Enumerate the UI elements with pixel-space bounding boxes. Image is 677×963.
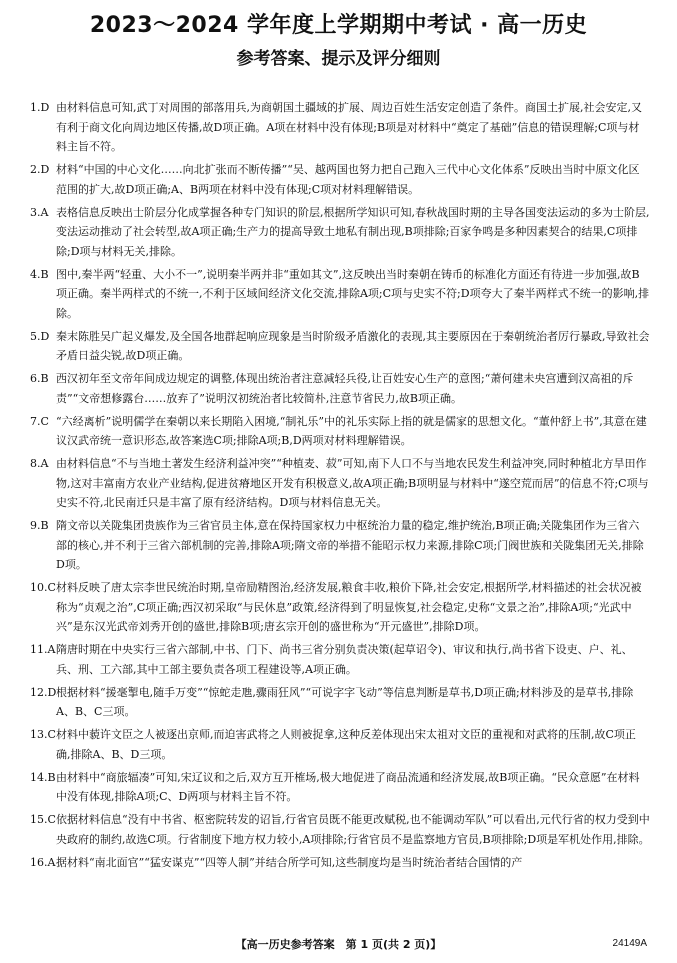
page-subtitle: 参考答案、提示及评分细则 [236, 49, 441, 69]
answer-explanation: 秦末陈胜吴广起义爆发,及全国各地群起响应现象是当时阶级矛盾激化的表现,其主要原因在于秦朝统治者厉行暴政,导致社会矛盾日益尖锐,故D项正确。 [56, 329, 650, 362]
page-title: 2023～2024 学年度上学期期中考试 · 高一历史 [89, 13, 588, 38]
answer-explanation: 图中,秦半两“轻重、大小不一”,说明秦半两并非“重如其文”,这反映出当时秦朝在铸币的标准化方面还有待进一步加强,故B项正确。秦半两样式的不统一,不利于区域间经济文化交流,排除A项;C项与史实不符;D项夸大了秦半两样式不统一的影响,排除。 [56, 267, 650, 320]
document-code: 24149A [612, 938, 647, 949]
answer-explanation: 材料中藐许文臣之人被逐出京师,而迫害武将之人则被捉拿,这种反差体现出宋太祖对文臣的重视和对武将的压制,故C项正确,排除A、B、D三项。 [56, 728, 636, 761]
answer-item [30, 810, 650, 849]
answer-item [30, 516, 650, 575]
answer-explanation: 材料反映了唐太宗李世民统治时期,皇帝励精图治,经济发展,粮食丰收,粮价下降,社会安定,根据所学,材料描述的社会状况被称为“贞观之治”,C项正确;西汉初采取“与民休息”政策,经济得到了明显恢复,社会稳定,史称“文景之治”,排除A项;“光武中兴”是东汉光武帝刘秀开创的盛世,排除B项;唐玄宗开创的盛世称为“开元盛世”,排除D项。 [56, 581, 642, 633]
answer-explanation: “六经离析”说明儒学在秦朝以来长期陷入困境,“制礼乐”中的礼乐实际上指的就是儒家的思想文化。“董仲舒上书”,其意在建议汉武帝统一意识形态,故答案选C项;排除A项;B,D两项对材料理解错误。 [56, 414, 647, 447]
answer-explanation: 隋文帝以关陇集团贵族作为三省官员主体,意在保持国家权力中枢统治力量的稳定,维护统治,B项正确;关陇集团作为三省六部的核心,并不利于三省六部机制的完善,排除A项;隋文帝的举措不能昭示权力来源,排除C项;门阀世族和关陇集团无关,排除D项。 [56, 519, 644, 571]
answer-number: 7.C [30, 414, 49, 428]
answer-explanation: 据材料“南北面官”“猛安谋克”“四等人制”并结合所学可知,这些制度均是当时统治者结合国情的产 [56, 855, 523, 869]
answer-item [30, 369, 650, 408]
answer-item [30, 768, 650, 807]
answer-number: 13.C [30, 728, 56, 741]
answer-number: 14.B [30, 770, 56, 784]
answer-number: 6.B [30, 372, 49, 385]
answer-item [30, 640, 650, 679]
answer-explanation: 由材料信息可知,武丁对周围的部落用兵,为商朝国土疆域的扩展、周边百姓生活安定创造了条件。商国土扩展,社会安定,又有利于商文化向周边地区传播,故D项正确。A项在材料中没有体现;B项是对材料中“奠定了基础”信息的错误理解;C项与材料主旨不符。 [56, 101, 642, 153]
answer-item [30, 98, 650, 157]
answer-item [30, 203, 650, 262]
answer-explanation: 由材料中“商旅辐凑”可知,宋辽议和之后,双方互开榷场,极大地促进了商品流通和经济发展,故B项正确。“民众意愿”在材料中没有体现,排除A项;C、D两项与材料主旨不符。 [56, 770, 640, 803]
answer-number: 8.A [30, 457, 49, 470]
page-footer: 【高一历史参考答案 第 1 页(共 2 页)】 [235, 938, 442, 951]
answer-number: 3.A [30, 205, 49, 219]
answer-list [30, 98, 650, 876]
answer-number: 1.D [30, 101, 50, 114]
answer-number: 5.D [30, 329, 50, 343]
answer-item [30, 454, 650, 513]
answer-number: 15.C [30, 813, 56, 826]
answer-explanation: 材料“中国的中心文化……向北扩张而不断传播”“吴、越两国也努力把自己跑入三代中心文化体系”反映出当时中原文化区范围的扩大,故D项正确;A、B两项在材料中没有体现;C项对材料理解错误。 [56, 163, 640, 196]
answer-item [30, 160, 650, 199]
answer-explanation: 由材料信息“不与当地土著发生经济利益冲突”“种植麦、菽”可知,南下人口不与当地农民发生利益冲突,同时种植北方旱田作物,这对丰富南方农业产业结构,促进贫瘠地区开发有积极意义,故A项正确;B项明显与材料中“遂空荒而居”的信息不符;C项与史实不符,北民南迁只是丰富了原有经济结构。D项与材料信息无关。 [56, 457, 649, 509]
answer-item [30, 412, 650, 451]
answer-item [30, 327, 650, 366]
answer-number: 4.B [30, 267, 49, 281]
answer-explanation: 根据材料“援毫掣电,随手万变”“惊蛇走虺,骤雨狂风”“可说字字飞动”等信息判断是草书,D项正确;材料涉及的是草书,排除A、B、C三项。 [56, 685, 634, 718]
answer-number: 2.D [30, 163, 50, 176]
answer-number: 11.A [30, 643, 56, 656]
answer-number: 9.B [30, 519, 49, 532]
answer-item [30, 853, 650, 873]
answer-explanation: 隋唐时期在中央实行三省六部制,中书、门下、尚书三省分别负责决策(起草诏令)、审议和执行,尚书省下设吏、户、礼、兵、刑、工六部,其中工部主要负责各项工程建设等,A项正确。 [56, 643, 633, 676]
answer-item [30, 683, 650, 722]
answer-item [30, 725, 650, 764]
answer-explanation: 表格信息反映出士阶层分化成掌握各种专门知识的阶层,根据所学知识可知,春秋战国时期的主导各国变法运动的多为士阶层,变法运动推动了社会转型,故A项正确;生产力的提高导致土地私有制出现,B项排除;百家争鸣是多种因素契合的结果,C项排除;D项与材料无关,排除。 [56, 205, 650, 258]
answer-number: 16.A [30, 855, 56, 869]
answer-item [30, 265, 650, 324]
answer-explanation: 依据材料信息“没有中书省、枢密院转发的诏旨,行省官员既不能更改赋税,也不能调动军队”可以看出,元代行省的权力受到中央政府的制约,故选C项。行省制度下地方权力较小,A项排除;行省官员不是监察地方官员,B项排除;D项是军机处作用,排除。 [56, 813, 650, 846]
answer-item [30, 578, 650, 637]
answer-explanation: 西汉初年至文帝年间成边规定的调整,体现出统治者注意减轻兵役,让百姓安心生产的意图;“萧何建未央宫遭到汉高祖的斥责”“文帝想修露台……放弃了”说明汉初统治者比较简朴,注意节省民力,故B项正确。 [56, 372, 634, 405]
answer-number: 10.C [30, 581, 56, 594]
answer-number: 12.D [30, 685, 57, 699]
